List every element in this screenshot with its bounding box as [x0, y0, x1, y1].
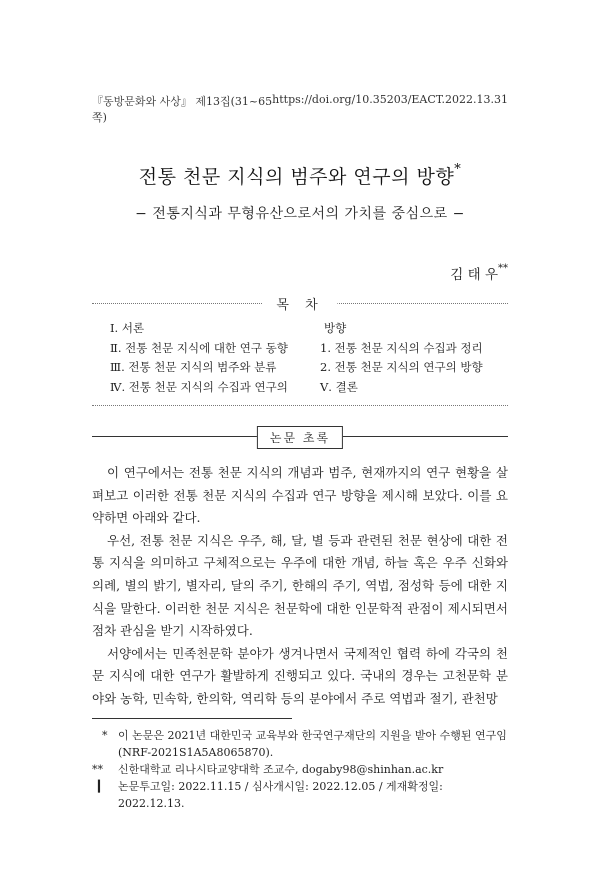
doi-link[interactable]: https://doi.org/10.35203/EACT.2022.13.31: [272, 93, 508, 106]
toc-title: 목 차: [262, 294, 337, 313]
abstract-paragraph: 우선, 전통 천문 지식은 우주, 해, 달, 별 등과 관련된 천문 현상에 대한 전통 지식을 의미하고 구체적으로는 우주에 대한 개념, 하늘 혹은 우주 신화와 의례, 별의 밝기, 별자리, 달의 주기, 한해의 주기, 역법, 점성학 등에 대한 지식을 말한다. 이러한 천문 지식은 천문학에 대한 인문학적 관점이 제시되면서 점차 관심을 받기 시작하였다.: [92, 532, 508, 639]
footnote-rule: [92, 718, 292, 719]
footnotes: [92, 727, 508, 812]
footnote-mark: ▎: [98, 780, 107, 793]
footnote-text: 신한대학교 리나시타교양대학 조교수, dogaby98@shinhan.ac.kr: [118, 763, 444, 776]
toc-left-column: [110, 319, 288, 397]
footnote-affiliation: [92, 761, 508, 778]
toc-item: Ⅴ. 결론: [320, 379, 358, 394]
author-name-text: 김 태 우: [450, 267, 498, 283]
running-header: [92, 93, 508, 125]
footnote-mark: *: [102, 729, 108, 742]
footnote-text: 이 논문은 2021년 대한민국 교육부와 한국연구재단의 지원을 받아 수행된 연구임(NRF-2021S1A5A8065870).: [118, 729, 507, 759]
abstract-paragraph: 이 연구에서는 전통 천문 지식의 개념과 범주, 현재까지의 연구 현황을 살펴보고 이러한 전통 천문 지식의 수집과 연구 방향을 제시해 보았다. 이를 요약하면 아래와 같다.: [92, 465, 508, 526]
paper-subtitle: − 전통지식과 무형유산으로서의 가치를 중심으로 −: [135, 206, 465, 222]
paper-title-text: 전통 천문 지식의 범주와 연구의 방향: [138, 166, 455, 188]
author-footnote-mark: **: [498, 263, 508, 274]
toc-item: Ⅰ. 서론: [110, 321, 145, 335]
toc-item: Ⅲ. 전통 천문 지식의 범주와 분류: [110, 360, 277, 374]
toc-item: 1. 전통 천문 지식의 수집과 정리: [320, 340, 483, 355]
footnote-text: 논문투고일: 2022.11.15 / 심사개시일: 2022.12.05 / 게재확정일: 2022.12.13.: [118, 780, 443, 810]
table-of-contents: [92, 298, 508, 406]
toc-item: Ⅱ. 전통 천문 지식에 대한 연구 동향: [110, 340, 288, 355]
abstract-body: [92, 462, 508, 711]
toc-right-column: [320, 319, 483, 397]
footnote-mark: **: [92, 763, 103, 776]
footnote-funding: [92, 727, 508, 761]
toc-item: Ⅳ. 전통 천문 지식의 수집과 연구의: [110, 379, 288, 394]
abstract-label: 논문 초록: [257, 426, 343, 449]
toc-item: 2. 전통 천문 지식의 연구의 방향: [320, 360, 483, 374]
paper-title: [0, 162, 600, 189]
abstract-paragraph: 서양에서는 민족천문학 분야가 생겨나면서 국제적인 협력 하에 각국의 천문 지식에 대한 연구가 활발하게 진행되고 있다. 국내의 경우는 고천문학 분야와 농학, 민속학, 한의학, 역리학 등의 분야에서 주로 역법과 절기, 관천망: [92, 645, 508, 706]
footnote-dates: [92, 778, 508, 812]
journal-citation: 『동방문화와 사상』 제13집(31~65쪽): [92, 95, 273, 124]
title-footnote-mark: *: [454, 162, 462, 177]
toc-item: 방향: [324, 321, 347, 335]
author-name: [450, 263, 508, 283]
